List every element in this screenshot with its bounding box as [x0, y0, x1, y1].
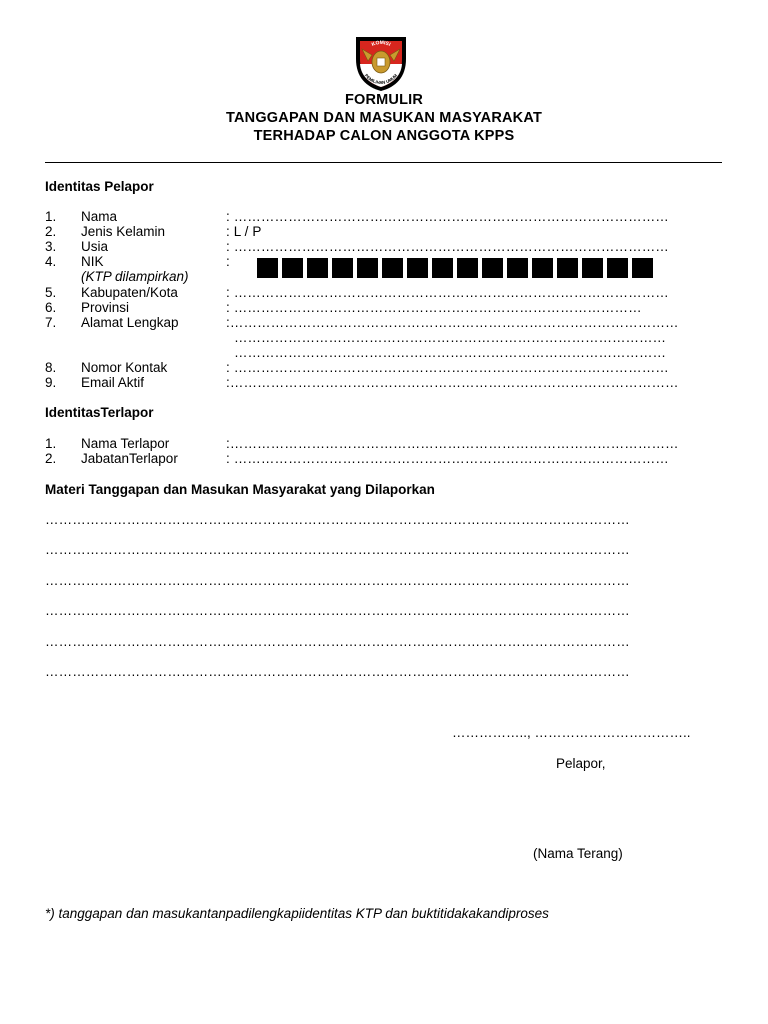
row-number: 5. [45, 285, 57, 300]
row-number: 9. [45, 375, 57, 390]
nik-digit-box[interactable] [482, 258, 503, 278]
section-heading-materi: Materi Tanggapan dan Masukan Masyarakat yang Dilaporkan [45, 482, 435, 497]
nik-digit-box[interactable] [357, 258, 378, 278]
field-kabupaten-kota[interactable]: : …………………………………………………………………………………… [226, 285, 669, 300]
form-title: FORMULIR [344, 92, 424, 108]
field-label-email: Email Aktif [81, 375, 145, 390]
nik-digit-box[interactable] [382, 258, 403, 278]
field-label-usia: Usia [81, 239, 109, 254]
nik-digit-box[interactable] [257, 258, 278, 278]
field-label-nama: Nama [81, 209, 118, 224]
section-heading-pelapor: Identitas Pelapor [45, 179, 154, 194]
field-nomor-kontak[interactable]: : …………………………………………………………………………………… [226, 360, 669, 375]
field-alamat-line-3[interactable]: …………………………………………………………………………………… [234, 345, 666, 360]
row-number: 4. [45, 254, 57, 269]
field-nama[interactable]: : …………………………………………………………………………………… [226, 209, 669, 224]
row-number: 6. [45, 300, 57, 315]
footnote: *) tanggapan dan masukantanpadilengkapiidentitas KTP dan buktitidakakandiproses [45, 906, 549, 921]
nik-digit-boxes[interactable] [257, 258, 653, 278]
field-label-alamat: Alamat Lengkap [81, 315, 179, 330]
field-usia[interactable]: : …………………………………………………………………………………… [226, 239, 669, 254]
materi-line[interactable]: ………………………………………………………………………………………………………………… [45, 634, 630, 649]
row-number: 3. [45, 239, 57, 254]
signature-name-hint: (Nama Terang) [533, 846, 623, 861]
signature-place-date[interactable]: …………….., …………………………….. [452, 725, 691, 740]
field-jabatan-terlapor[interactable]: : …………………………………………………………………………………… [226, 451, 669, 466]
materi-line[interactable]: ………………………………………………………………………………………………………………… [45, 573, 630, 588]
field-alamat-line-1[interactable]: :……………………………………………………………………………………… [226, 315, 679, 330]
header-divider [45, 162, 722, 163]
field-note-ktp: (KTP dilampirkan) [81, 269, 189, 284]
nik-digit-box[interactable] [282, 258, 303, 278]
materi-line[interactable]: ………………………………………………………………………………………………………………… [45, 664, 630, 679]
field-provinsi[interactable]: : ……………………………………………………………………………… [226, 300, 642, 315]
field-label-nik: NIK [81, 254, 104, 269]
nik-digit-box[interactable] [307, 258, 328, 278]
form-subtitle-1: TANGGAPAN DAN MASUKAN MASYARAKAT [226, 110, 542, 126]
field-nik-colon: : [226, 254, 230, 269]
field-label-jabatan-terlapor: JabatanTerlapor [81, 451, 178, 466]
kpu-logo [350, 31, 412, 93]
field-label-kabupaten-kota: Kabupaten/Kota [81, 285, 178, 300]
field-alamat-line-2[interactable]: …………………………………………………………………………………… [234, 330, 666, 345]
field-nama-terlapor[interactable]: :……………………………………………………………………………………… [226, 436, 679, 451]
nik-digit-box[interactable] [532, 258, 553, 278]
field-label-nomor-kontak: Nomor Kontak [81, 360, 168, 375]
field-jenis-kelamin[interactable]: : L / P [226, 224, 262, 239]
field-label-provinsi: Provinsi [81, 300, 130, 315]
nik-digit-box[interactable] [332, 258, 353, 278]
row-number: 1. [45, 209, 57, 224]
field-label-jenis-kelamin: Jenis Kelamin [81, 224, 166, 239]
logo-top-text: KOMISI [370, 39, 392, 48]
field-label-nama-terlapor: Nama Terlapor [81, 436, 170, 451]
materi-line[interactable]: ………………………………………………………………………………………………………………… [45, 542, 630, 557]
field-email[interactable]: :……………………………………………………………………………………… [226, 375, 679, 390]
row-number: 1. [45, 436, 57, 451]
row-number: 8. [45, 360, 57, 375]
nik-digit-box[interactable] [582, 258, 603, 278]
nik-digit-box[interactable] [407, 258, 428, 278]
nik-digit-box[interactable] [607, 258, 628, 278]
nik-digit-box[interactable] [632, 258, 653, 278]
signature-role: Pelapor, [556, 756, 606, 771]
section-heading-terlapor: IdentitasTerlapor [45, 405, 154, 420]
row-number: 2. [45, 224, 57, 239]
nik-digit-box[interactable] [507, 258, 528, 278]
materi-line[interactable]: ………………………………………………………………………………………………………………… [45, 603, 630, 618]
form-subtitle-2: TERHADAP CALON ANGGOTA KPPS [253, 128, 515, 144]
nik-digit-box[interactable] [557, 258, 578, 278]
logo-bottom-text: PEMILIHAN UMUM [363, 72, 399, 86]
materi-line[interactable]: ………………………………………………………………………………………………………………… [45, 512, 630, 527]
row-number: 7. [45, 315, 57, 330]
nik-digit-box[interactable] [457, 258, 478, 278]
row-number: 2. [45, 451, 57, 466]
nik-digit-box[interactable] [432, 258, 453, 278]
